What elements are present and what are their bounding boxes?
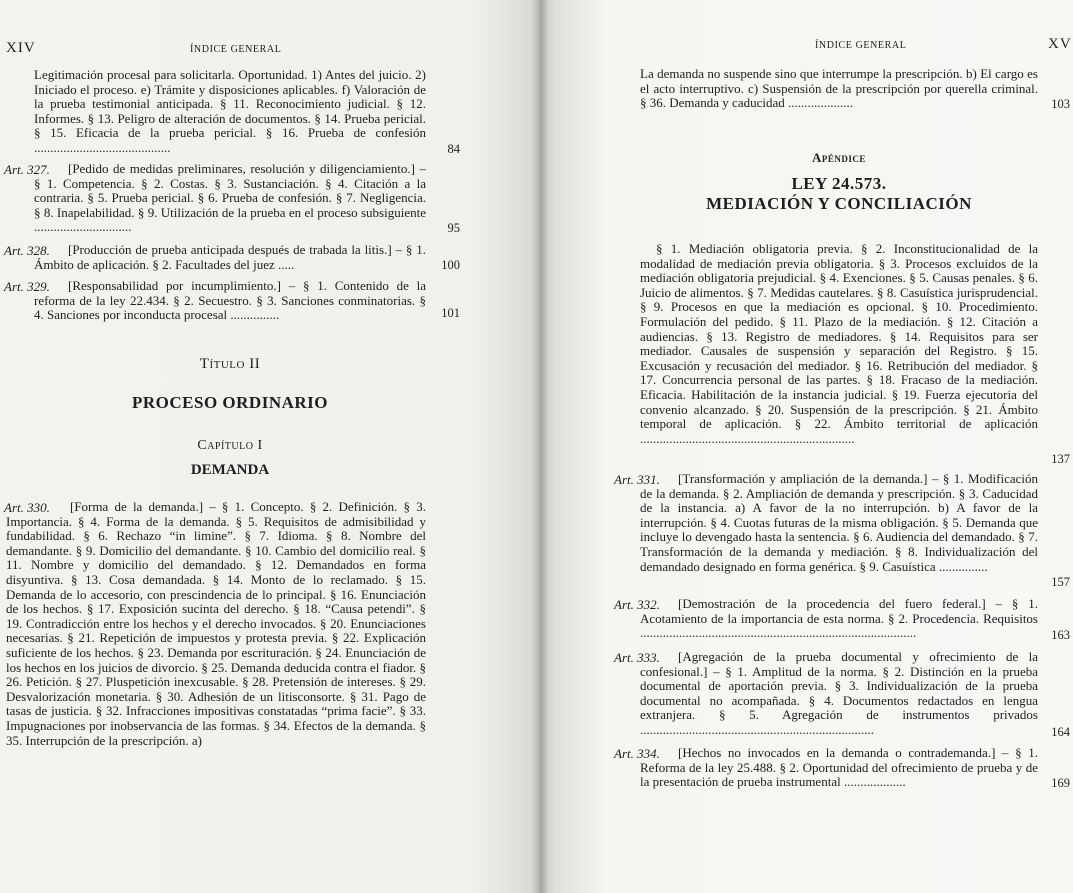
page-number: XV <box>1048 36 1072 52</box>
toc-entry-text: [Hechos no invocados en la demanda o contrademanda.] – § 1. Reforma de la ley 25.488. § 2. Oportunidad del ofrecimiento de prueba y de la presentación de prueba instrumental ................... <box>640 745 1038 790</box>
toc-page-number: 100 <box>441 258 460 272</box>
article-number: Art. 332. <box>614 597 660 612</box>
toc-entry-text: [Forma de la demanda.] – § 1. Concepto. § 2. Definición. § 3. Importancia. § 4. Forma de la demanda. § 5. Requisitos de admisibilidad y fundabilidad. § 6. Rechazo “in limine”. § 7. Idioma. § 8. Nombre del demandante. § 9. Domicilio del demandante. § 10. Cambio del domicilio real. § 11. Nombre y domicilio del demandado. § 12. Demandados en forma disyuntiva. § 13. Cosa demandada. § 14. Monto de lo reclamado. § 15. Demanda de lo accesorio, con prescindencia de lo principal. § 16. Enunciación de los hechos. § 17. Exposición sucinta del derecho. § 18. “Causa petendi”. § 19. Contradicción entre los hechos y el derecho invocados. § 20. Enunciaciones necesarias. § 21. Repetición de impuestos y protesta previa. § 22. Explicación suficiente de los hechos. § 23. Demanda por escrituración. § 24. Enunciación de los hechos en los juicios de divorcio. § 25. Demanda deducida contra el fiador. § 26. Petición. § 27. Pluspetición inexcusable. § 28. Pretensión de intereses. § 29. Desvalorización monetaria. § 30. Adhesión de un litisconsorte. § 31. Pago de tasas de justicia. § 32. Infracciones impositivas constatadas “prima facie”. § 33. Impugnaciones por inobservancia de las formas. § 34. Efectos de la demanda. § 35. Interrupción de la prescripción. a) <box>6 499 426 748</box>
toc-entry-text: § 1. Mediación obligatoria previa. § 2. Inconstitucionalidad de la modalidad de mediación previa obligatoria. § 3. Procesos excluidos de la mediación obligatoria prejudicial. § 4. Exenciones. § 5. Causas penales. § 6. Juicio de alimentos. § 7. Medidas cautelares. § 8. Casuística jurisprudencial. § 9. Procesos en que la mediación es opcional. § 10. Procedimiento. Formulación del pedido. § 11. Plazo de la mediación. § 12. Citación a audiencias. § 13. Registro de mediadores. § 14. Requisitos para ser mediador. Causales de suspensión y separación del Registro. § 15. Excusación y recusación del mediador. § 16. Retribución del mediador. § 17. Concurrencia personal de las partes. § 18. Fracaso de la mediación. Eficacia. Habilitación de la instancia judicial. § 19. Fuerza ejecutoria del convenio alcanzado. § 20. Suspensión de la prescripción. § 21. Ámbito temporal de aplicación. § 22. Ámbito territorial de aplicación .................................................................. <box>640 241 1038 446</box>
toc-entry-text: [Producción de prueba anticipada después de trabada la litis.] – § 1. Ámbito de aplicación. § 2. Facultades del juez ..... <box>34 242 426 272</box>
toc-entry-text: La demanda no suspende sino que interrumpe la prescripción. b) El cargo es el acto interruptivo. c) Suspensión de la prescripción por querella criminal. § 36. Demanda y caducidad .................... <box>640 66 1038 111</box>
section-heading: PROCESO ORDINARIO <box>132 393 328 412</box>
book-gutter <box>531 0 549 893</box>
toc-page-number: 157 <box>1051 575 1070 589</box>
chapter-title: Capítulo I <box>197 438 263 453</box>
article-number: Art. 329. <box>4 279 50 294</box>
page-number: XIV <box>6 40 36 56</box>
law-subtitle: MEDIACIÓN Y CONCILIACIÓN <box>706 194 972 213</box>
toc-entry-text: [Pedido de medidas preliminares, resolución y diligenciamiento.] – § 1. Competencia. § 2. Costas. § 3. Sustanciación. § 4. Citación a la contraria. § 5. Prueba pericial. § 6. Prueba de confesión. § 7. Negligencia. § 8. Inapelabilidad. § 9. Utilización de la prueba en el proceso subsiguiente .............................. <box>34 161 426 235</box>
section-title: Título II <box>199 356 261 372</box>
toc-page-number: 164 <box>1051 725 1070 739</box>
toc-page-number: 169 <box>1051 776 1070 790</box>
toc-page-number: 137 <box>1051 452 1070 466</box>
article-number: Art. 327. <box>4 162 50 177</box>
toc-entry-text: [Transformación y ampliación de la demanda.] – § 1. Modificación de la demanda. § 2. Ampliación de demanda y prescripción. § 3. Caducidad de la instancia. a) A favor de la no interrupción. b) A favor de la interrupción. § 4. Cuotas futuras de la misma obligación. § 5. Demanda que incluye lo devengado hasta la sentencia. § 6. Audiencia del demandado. § 7. Transformación de la demanda y mediación. § 8. Individualización del demandado designado en forma genérica. § 9. Casuística ............... <box>640 471 1038 574</box>
running-head: ÍNDICE GENERAL <box>190 44 282 55</box>
article-number: Art. 333. <box>614 650 660 665</box>
toc-entry-text: [Agregación de la prueba documental y ofrecimiento de la confesional.] – § 1. Amplitud de la norma. § 2. Distinción en la prueba documental de aportación previa. § 3. Individualización de la prueba documental no acompañada. § 4. Documentos redactados en lengua extranjera. § 5. Agregación de instrumentos privados ........................................................................ <box>640 649 1038 737</box>
article-number: Art. 330. <box>4 500 50 515</box>
chapter-heading: DEMANDA <box>190 462 270 478</box>
toc-page-number: 163 <box>1051 628 1070 642</box>
toc-page-number: 95 <box>447 221 460 235</box>
article-number: Art. 331. <box>614 472 660 487</box>
article-number: Art. 328. <box>4 243 50 258</box>
running-head: ÍNDICE GENERAL <box>815 40 907 51</box>
toc-page-number: 103 <box>1051 97 1070 111</box>
appendix-label: Apéndice <box>812 150 866 165</box>
article-number: Art. 334. <box>614 746 660 761</box>
law-title: LEY 24.573. <box>791 174 887 193</box>
toc-page-number: 84 <box>447 142 460 156</box>
toc-entry-text: [Responsabilidad por incumplimiento.] – § 1. Contenido de la reforma de la ley 22.434. § 2. Secuestro. § 3. Sanciones conminatorias. § 4. Sanciones por inconducta procesal ............... <box>34 278 426 323</box>
toc-entry-text: Legitimación procesal para solicitarla. Oportunidad. 1) Antes del juicio. 2) Iniciado el proceso. e) Trámite y disposiciones aplicables. f) Valoración de la prueba testimonial anticipada. § 11. Reconocimiento judicial. § 12. Informes. § 13. Peligro de alteración de documentos. § 14. Prueba pericial. § 15. Eficacia de la prueba pericial. § 16. Prueba de confesión .......................................... <box>34 67 426 155</box>
toc-entry-text: [Demostración de la procedencia del fuero federal.] – § 1. Acotamiento de la importancia de esta norma. § 2. Procedencia. Requisitos ..................................................................................... <box>640 596 1038 641</box>
right-page <box>540 0 1073 893</box>
toc-page-number: 101 <box>441 306 460 320</box>
